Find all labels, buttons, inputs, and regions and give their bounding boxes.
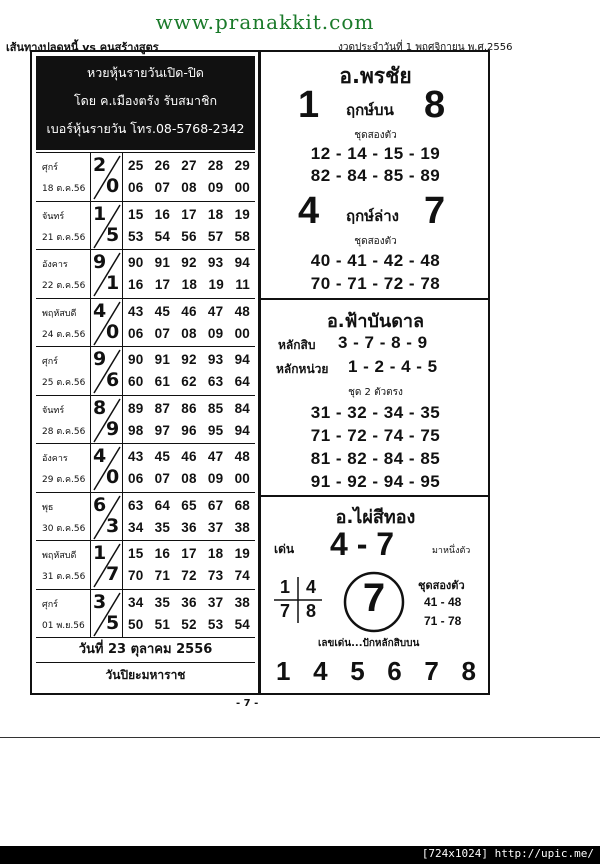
row-digits-cell [90, 590, 123, 638]
row-numbers-line-2 [124, 517, 254, 539]
row-date: 22 ต.ค.56 [42, 281, 86, 291]
row-numbers [124, 349, 254, 393]
row-number: 90 [128, 352, 144, 367]
row-digit-bottom: 6 [106, 369, 120, 391]
row-day: ศุกร์ [42, 599, 58, 610]
pornchai-top-left: 1 [298, 84, 320, 126]
row-number: 38 [234, 594, 250, 610]
row-number: 64 [154, 497, 171, 513]
fah-set-1: 31 - 32 - 34 - 35 [310, 403, 441, 422]
phai-pairs-label: ชุดสองตัว [418, 579, 465, 592]
promo-line-2: โดย ค.เมืองตรัง รับสมาชิก [73, 93, 218, 108]
row-date-cell [36, 493, 91, 541]
row-number: 63 [128, 497, 144, 513]
row-digit-top: 1 [93, 202, 107, 225]
row-number: 36 [181, 594, 197, 610]
page-number: - 7 - [236, 698, 259, 709]
row-number: 37 [207, 594, 224, 610]
phai-fix-digit: 6 [387, 656, 402, 686]
row-digits-cell [90, 250, 123, 298]
row-numbers-line-1 [124, 252, 254, 274]
result-row [36, 492, 255, 540]
pornchai-title: อ.พรชัย [339, 64, 412, 88]
row-number: 07 [154, 471, 171, 486]
row-number: 28 [207, 158, 224, 173]
fah-set-3: 81 - 82 - 84 - 85 [310, 449, 441, 468]
row-number: 48 [234, 449, 250, 464]
row-numbers-line-2 [124, 226, 254, 248]
row-digit-bottom: 5 [106, 611, 120, 634]
row-number: 96 [181, 422, 197, 438]
row-number: 09 [207, 180, 224, 195]
row-day: อังคาร [42, 260, 68, 270]
row-number: 35 [154, 594, 171, 610]
fah-set-4: 91 - 92 - 94 - 95 [310, 472, 441, 491]
row-number: 94 [234, 352, 250, 367]
row-digit-top: 8 [93, 396, 107, 419]
row-day: อังคาร [42, 454, 68, 464]
row-digits-cell [90, 299, 123, 347]
result-row [36, 152, 255, 200]
row-number: 50 [128, 616, 144, 632]
row-date-cell [36, 444, 91, 492]
row-number: 61 [154, 374, 171, 389]
page-bottom-line [0, 737, 600, 738]
row-date-cell [36, 299, 91, 347]
phai-fix-label: เลขเด่น...ปักหลักสิบบน [318, 638, 420, 649]
row-date-cell [36, 396, 91, 444]
row-number: 90 [128, 255, 144, 270]
row-numbers-line-2 [124, 177, 254, 199]
row-number: 00 [234, 471, 250, 486]
row-number: 45 [154, 449, 171, 464]
row-digit-top: 3 [93, 590, 107, 613]
row-numbers [124, 592, 254, 636]
row-numbers-line-1 [124, 398, 254, 420]
row-digit-bottom: 5 [106, 223, 120, 246]
phai-pair-1: 41 - 48 [424, 595, 462, 609]
pornchai-bottom-label: ฤกษ์ล่าง [346, 207, 399, 225]
row-number: 19 [234, 546, 250, 561]
section-divider-1 [261, 298, 490, 300]
row-number: 15 [128, 546, 144, 561]
row-number: 84 [234, 400, 250, 416]
row-number: 57 [207, 228, 224, 244]
row-digits-cell [90, 347, 123, 395]
row-number: 64 [234, 374, 250, 389]
phai-lead-note: มาหนึ่งตัว [432, 546, 471, 556]
row-digits-cell [90, 396, 123, 444]
row-number: 38 [234, 519, 250, 535]
pornchai-bottom-left: 4 [298, 190, 320, 232]
row-date-cell [36, 153, 91, 201]
row-digit-top: 1 [93, 542, 107, 564]
row-numbers-line-1 [124, 349, 254, 371]
row-number: 09 [207, 325, 224, 341]
pornchai-bottom-pairs-2: 70 - 71 - 72 - 78 [310, 274, 441, 293]
row-number: 18 [207, 546, 224, 561]
row-date-cell [36, 590, 91, 638]
row-number: 91 [154, 352, 171, 367]
row-numbers-line-2 [124, 274, 254, 296]
row-number: 29 [234, 158, 250, 173]
row-numbers-line-2 [124, 468, 254, 490]
row-number: 46 [181, 303, 197, 319]
promo-line-1: หวยหุ้นรายวันเปิด-ปิด [87, 65, 204, 80]
row-number: 34 [128, 594, 144, 610]
row-date: 18 ต.ค.56 [42, 184, 86, 194]
row-number: 09 [207, 471, 224, 486]
row-numbers [124, 301, 254, 345]
row-digits-cell [90, 493, 123, 541]
row-numbers-line-2 [124, 323, 254, 345]
row-number: 74 [234, 568, 250, 583]
phai-fix-digits [276, 656, 476, 687]
row-number: 43 [128, 449, 144, 464]
row-number: 58 [234, 228, 250, 244]
row-number: 54 [154, 228, 171, 244]
row-number: 34 [128, 519, 144, 535]
row-number: 53 [128, 228, 144, 244]
row-number: 54 [234, 616, 250, 632]
row-day: ศุกร์ [42, 163, 58, 173]
row-number: 48 [234, 303, 250, 319]
row-number: 47 [207, 303, 224, 319]
row-day: จันทร์ [42, 405, 65, 416]
row-digits-cell [90, 153, 123, 201]
header-right: งวดประจำวันที่ 1 พฤศจิกายน พ.ศ.2556 [338, 42, 513, 53]
row-date: 31 ต.ค.56 [42, 572, 86, 582]
pornchai-pairs-label-2: ชุดสองตัว [354, 236, 397, 247]
row-digits-cell [90, 541, 123, 589]
row-date: 30 ต.ค.56 [42, 523, 86, 534]
row-number: 94 [234, 255, 250, 270]
fah-set-2: 71 - 72 - 74 - 75 [310, 426, 441, 445]
row-digits-cell [90, 444, 123, 492]
result-row [36, 589, 255, 637]
row-number: 43 [128, 303, 144, 319]
fah-units-label: หลักหน่วย [276, 362, 329, 376]
row-number: 65 [181, 497, 197, 513]
phai-grid-cell-2: 4 [306, 577, 317, 597]
image-host-text: [724x1024] http://upic.me/ [421, 847, 594, 860]
row-day: พฤหัสบดี [42, 308, 77, 319]
row-number: 92 [181, 352, 197, 367]
row-number: 91 [154, 255, 171, 270]
row-date-cell [36, 541, 91, 589]
row-numbers [124, 155, 254, 199]
watermark: www.pranakkit.com [155, 10, 375, 34]
result-row [36, 346, 255, 394]
row-number: 56 [181, 228, 197, 244]
row-number: 71 [154, 568, 171, 583]
header-left: เส้นทางปลดหนี้ vs คนสร้างสูตร [6, 41, 159, 54]
row-number: 46 [181, 449, 197, 464]
row-number: 08 [181, 180, 197, 195]
phai-lead-label: เด่น [274, 542, 295, 556]
row-date: 24 ต.ค.56 [42, 329, 86, 340]
pornchai-pairs-label: ชุดสองตัว [354, 130, 397, 141]
result-row [36, 298, 255, 346]
row-numbers-line-2 [124, 565, 254, 587]
phai-lead: 4 - 7 [330, 526, 395, 562]
phai-fix-digit: 7 [424, 656, 439, 686]
fah-units: 1 - 2 - 4 - 5 [348, 357, 438, 376]
fah-tens-label: หลักสิบ [278, 338, 316, 352]
pornchai-top-right: 8 [424, 84, 446, 126]
row-date-cell [36, 250, 91, 298]
row-number: 26 [154, 158, 171, 173]
row-day: ศุกร์ [42, 357, 58, 367]
row-numbers-line-1 [124, 592, 254, 614]
row-numbers [124, 446, 254, 490]
row-date: 21 ต.ค.56 [42, 232, 86, 243]
row-number: 73 [207, 568, 224, 583]
row-digit-top: 4 [93, 299, 107, 322]
row-number: 07 [154, 325, 171, 341]
row-number: 51 [154, 616, 171, 632]
row-number: 45 [154, 303, 171, 319]
phai-grid-cell-4: 8 [306, 601, 317, 621]
phai-fix-digit: 1 [276, 656, 291, 686]
phai-grid-cell-3: 7 [280, 601, 291, 621]
phai-fix-digit: 5 [350, 656, 365, 686]
result-row [36, 443, 255, 491]
row-number: 37 [207, 519, 224, 535]
row-number: 36 [181, 519, 197, 535]
result-row [36, 249, 255, 297]
row-number: 72 [181, 568, 197, 583]
row-number: 15 [128, 206, 144, 222]
row-number: 60 [128, 374, 144, 389]
phai-grid-cell-1: 1 [280, 577, 291, 597]
row-numbers-line-1 [124, 204, 254, 226]
row-digit-bottom: 0 [106, 320, 120, 343]
row-number: 06 [128, 180, 144, 195]
row-number: 92 [181, 255, 197, 270]
row-digit-bottom: 9 [106, 417, 120, 440]
row-number: 17 [181, 546, 197, 561]
row-number: 87 [154, 400, 171, 416]
row-number: 19 [234, 206, 250, 222]
row-digits-cell [90, 202, 123, 250]
row-number: 16 [154, 546, 171, 561]
row-number: 17 [181, 206, 197, 222]
row-digit-bottom: 1 [106, 272, 120, 294]
row-day: พุธ [42, 502, 54, 513]
row-digit-top: 9 [93, 348, 107, 370]
row-date-cell [36, 347, 91, 395]
row-numbers-line-1 [124, 155, 254, 177]
result-row [36, 201, 255, 249]
row-number: 85 [207, 400, 224, 416]
row-number: 95 [207, 422, 224, 438]
row-numbers-line-1 [124, 495, 254, 517]
row-number: 67 [207, 497, 224, 513]
row-number: 16 [154, 206, 171, 222]
row-numbers-line-2 [124, 371, 254, 393]
row-digit-bottom: 0 [106, 466, 120, 488]
row-digit-bottom: 0 [106, 175, 120, 197]
row-number: 47 [207, 449, 224, 464]
row-number: 18 [207, 206, 224, 222]
row-number: 35 [154, 519, 171, 535]
table-footer [36, 637, 255, 687]
row-numbers-line-2 [124, 420, 254, 442]
row-numbers-line-1 [124, 446, 254, 468]
row-number: 98 [128, 422, 144, 438]
row-digit-top: 9 [93, 251, 107, 273]
row-number: 93 [207, 352, 224, 367]
row-number: 97 [154, 422, 171, 438]
row-numbers [124, 543, 254, 587]
row-number: 52 [181, 616, 197, 632]
footer-holiday: วันปิยะมหาราช [105, 668, 186, 682]
phai-fix-digit: 8 [461, 656, 476, 686]
result-row [36, 540, 255, 588]
fah-set-label: ชุด 2 ตัวตรง [348, 387, 403, 398]
row-digit-top: 4 [93, 445, 107, 467]
row-digit-bottom: 7 [106, 563, 120, 585]
row-number: 25 [128, 158, 144, 173]
fah-title: อ.ฟ้าบันดาล [326, 311, 425, 332]
row-number: 70 [128, 568, 144, 583]
row-numbers [124, 495, 254, 539]
row-number: 17 [154, 277, 171, 292]
row-number: 63 [207, 374, 224, 389]
row-number: 62 [181, 374, 197, 389]
row-number: 16 [128, 277, 144, 292]
row-date: 29 ต.ค.56 [42, 475, 86, 485]
row-number: 89 [128, 400, 144, 416]
row-number: 18 [181, 277, 198, 292]
row-day: จันทร์ [42, 211, 65, 222]
row-number: 27 [181, 158, 197, 173]
row-number: 07 [154, 180, 171, 195]
promo-line-3: เบอร์หุ้นรายวัน โทร.08-5768-2342 [46, 121, 245, 136]
promo-box [36, 56, 255, 150]
row-numbers [124, 252, 254, 296]
row-number: 68 [234, 497, 250, 513]
pornchai-top-pairs-1: 12 - 14 - 15 - 19 [310, 144, 441, 163]
section-divider-2 [261, 495, 490, 497]
row-day: พฤหัสบดี [42, 551, 77, 561]
fah-tens: 3 - 7 - 8 - 9 [338, 333, 428, 352]
row-number: 08 [181, 325, 197, 341]
row-number: 11 [235, 277, 250, 292]
row-number: 19 [208, 277, 224, 292]
result-row [36, 395, 255, 443]
pornchai-bottom-pairs-1: 40 - 41 - 42 - 48 [310, 251, 441, 270]
phai-fix-digit: 4 [313, 656, 328, 686]
row-numbers [124, 204, 254, 248]
row-number: 06 [128, 471, 144, 486]
row-number: 86 [181, 400, 197, 416]
row-numbers-line-1 [124, 301, 254, 323]
row-number: 53 [207, 616, 224, 632]
phai-pair-2: 71 - 78 [424, 614, 462, 628]
footer-date: วันที่ 23 ตุลาคม 2556 [36, 638, 255, 663]
row-number: 06 [128, 325, 144, 341]
row-number: 94 [234, 422, 250, 438]
pornchai-top-label: ฤกษ์บน [346, 101, 394, 119]
row-digit-top: 6 [93, 493, 107, 516]
row-number: 00 [234, 180, 250, 195]
row-date-cell [36, 202, 91, 250]
row-number: 08 [181, 471, 197, 486]
row-digit-top: 2 [93, 154, 107, 176]
row-number: 00 [234, 325, 250, 341]
row-date: 01 พ.ย.56 [42, 620, 85, 631]
row-number: 93 [207, 255, 224, 270]
pornchai-top-pairs-2: 82 - 84 - 85 - 89 [310, 166, 441, 185]
row-numbers [124, 398, 254, 442]
row-numbers-line-2 [124, 614, 254, 636]
row-digit-bottom: 3 [106, 514, 120, 537]
row-numbers-line-1 [124, 543, 254, 565]
phai-title: อ.ไผ่สีทอง [335, 507, 416, 528]
phai-circle-digit: 7 [362, 576, 386, 620]
pornchai-bottom-right: 7 [424, 190, 446, 232]
row-date: 25 ต.ค.56 [42, 378, 86, 388]
row-date: 28 ต.ค.56 [42, 426, 86, 437]
